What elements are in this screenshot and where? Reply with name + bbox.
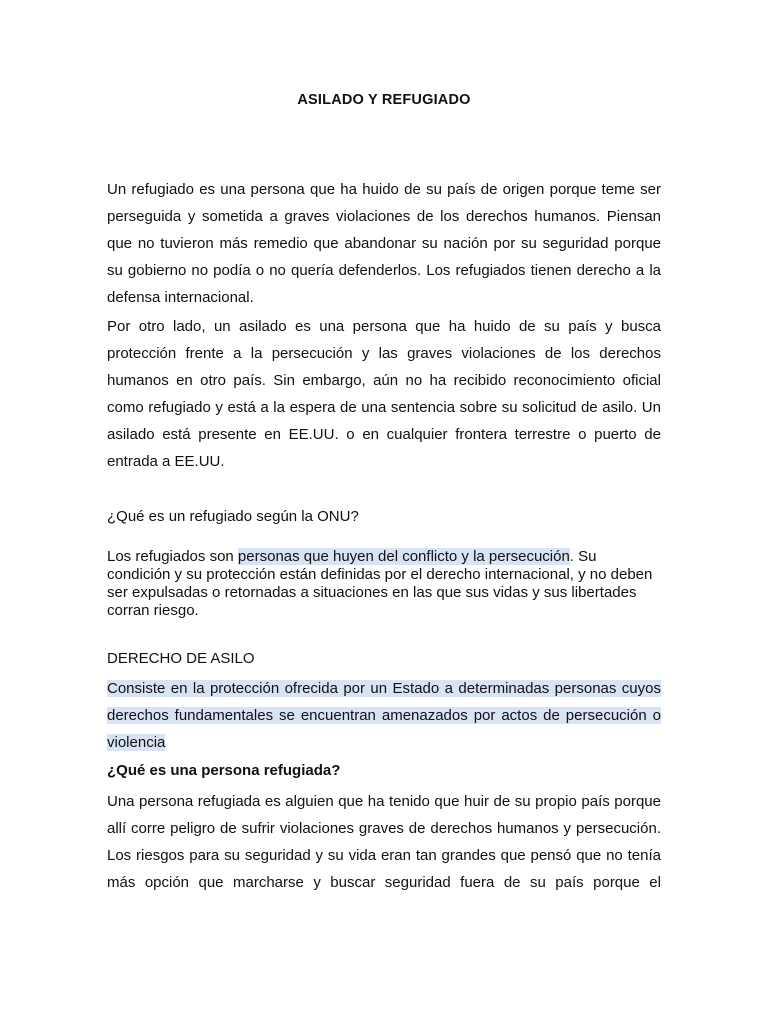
paragraph-asilo-definition xyxy=(107,675,661,756)
paragraph-refugiado-definition: Un refugiado es una persona que ha huido de su país de origen porque teme ser perseguida y sometida a graves violaciones de los derechos humanos. Piensan que no tuvieron más remedio que abandonar su nación por su seguridad porque su gobierno no podía o no quería defenderlos. Los refugiados tienen derecho a la defensa internacional. xyxy=(107,181,661,306)
question-persona-refugiada: ¿Qué es una persona refugiada? xyxy=(107,762,341,779)
paragraph-onu-definition xyxy=(107,548,661,620)
highlighted-text-personas: personas que huyen del conflicto y la persecución xyxy=(237,548,570,565)
question-refugiado-onu: ¿Qué es un refugiado según la ONU? xyxy=(107,508,359,525)
document-title: ASILADO Y REFUGIADO xyxy=(297,92,471,108)
highlighted-text-asilo: Consiste en la protección ofrecida por un Estado a determinadas personas cuyos derechos fundamentales se encuentran amenazados por actos de persecución o violencia xyxy=(107,680,661,751)
heading-derecho-de-asilo: DERECHO DE ASILO xyxy=(107,650,255,667)
paragraph-asilado-definition: Por otro lado, un asilado es una persona que ha huido de su país y busca protección frente a la persecución y las graves violaciones de los derechos humanos en otro país. Sin embargo, aún no ha recibido reconocimiento oficial como refugiado y está a la espera de una sentencia sobre su solicitud de asilo. Un asilado está presente en EE.UU. o en cualquier frontera terrestre o puerto de entrada a EE.UU. xyxy=(107,318,661,470)
onu-text-start: Los refugiados son xyxy=(107,548,238,565)
onu-text-end: . Su condición y su protección están definidas por el derecho internacional, y no deben ser expulsadas o retornadas a situaciones en las que sus vidas y sus libertades corran riesgo. xyxy=(107,548,653,619)
paragraph-persona-refugiada: Una persona refugiada es alguien que ha tenido que huir de su propio país porque allí corre peligro de sufrir violaciones graves de derechos humanos y persecución. Los riesgos para su seguridad y su vida eran tan grandes que pensó que no tenía más opción que marcharse y buscar seguridad fuera de su país porque el xyxy=(107,793,661,891)
